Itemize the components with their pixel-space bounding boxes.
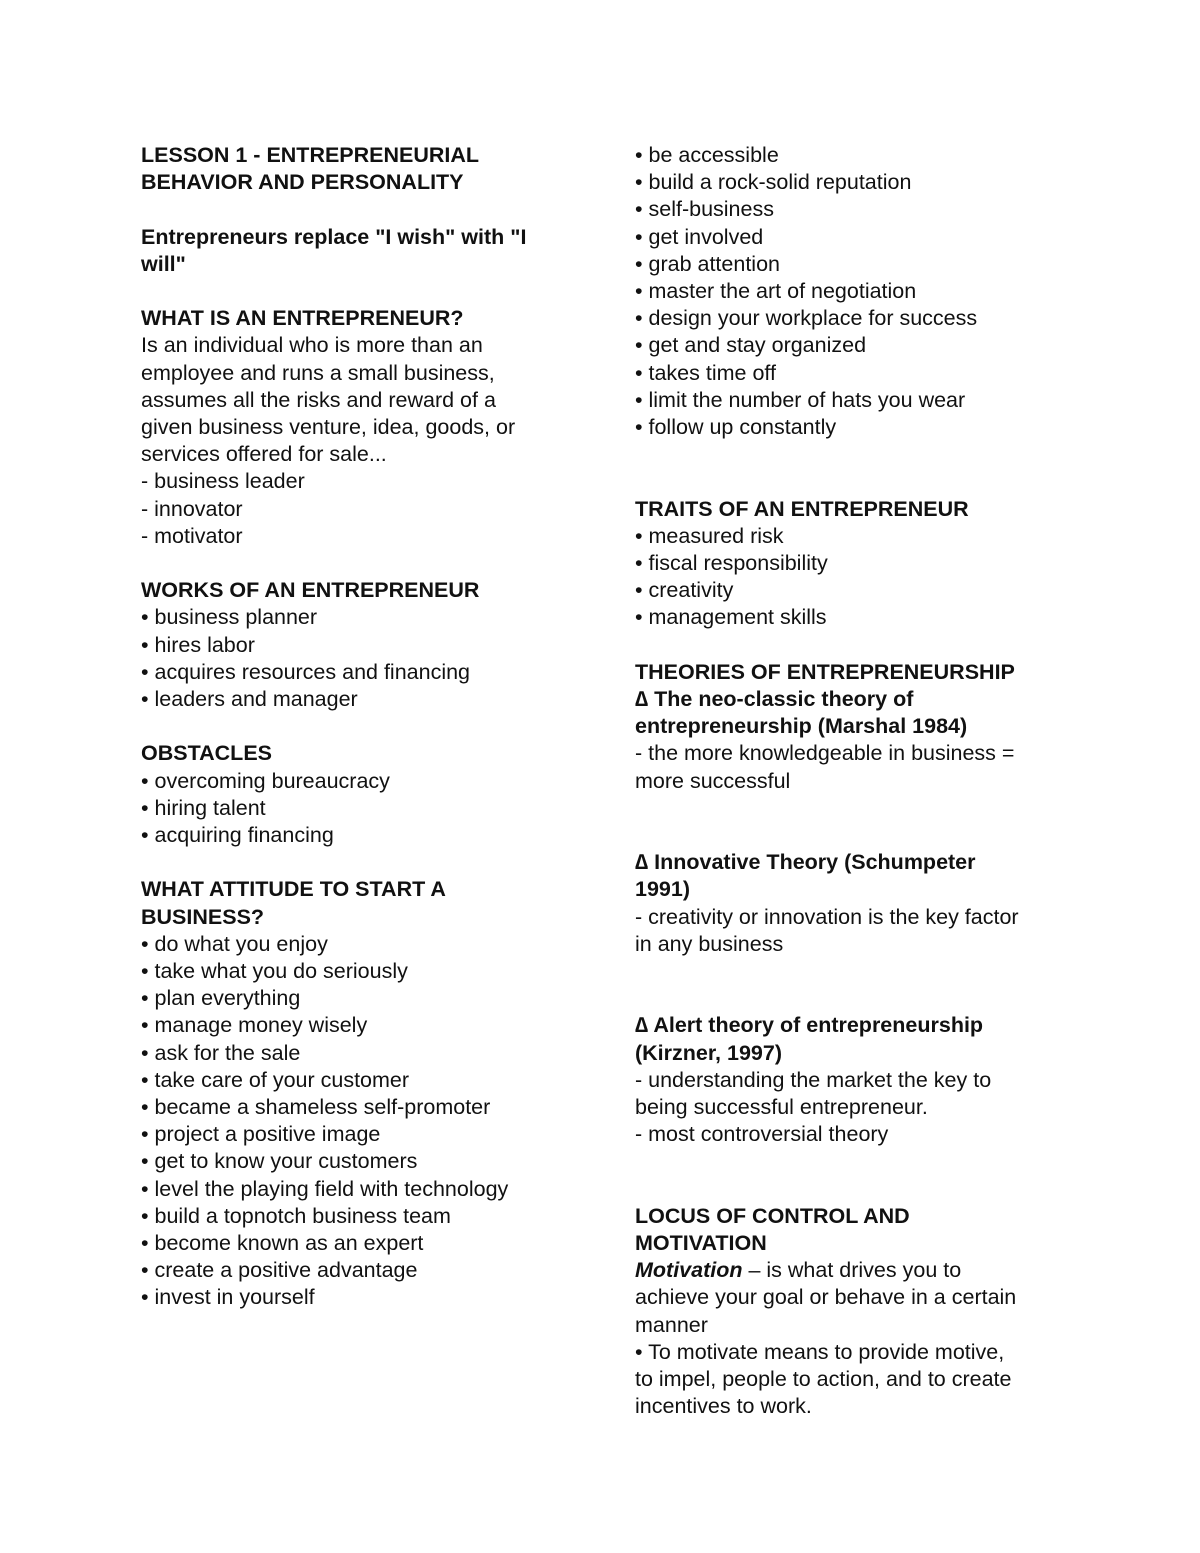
list-item: - business leader: [141, 469, 305, 494]
definition-line: Is an individual who is more than an: [141, 333, 483, 358]
list-item: • get involved: [635, 224, 764, 249]
list-item: • project a positive image: [141, 1122, 381, 1147]
list-item: - motivator: [141, 523, 243, 548]
list-item: • grab attention: [635, 251, 780, 276]
theory-description: being successful entrepreneur.: [635, 1095, 928, 1119]
section-heading-works: WORKS OF AN ENTREPRENEUR: [141, 578, 480, 603]
section-heading-theories: THEORIES OF ENTREPRENEURSHIP: [635, 659, 1015, 684]
theory-description: in any business: [635, 931, 784, 956]
theory-description: - most controversial theory: [635, 1122, 889, 1147]
section-heading-attitude: WHAT ATTITUDE TO START A: [141, 877, 446, 902]
theory-description: - creativity or innovation is the key factor: [635, 904, 1019, 929]
section-heading-traits: TRAITS OF AN ENTREPRENEUR: [635, 496, 969, 521]
theory-title: 1991): [635, 877, 690, 902]
theory-description: more successful: [635, 768, 791, 793]
lesson-title: LESSON 1 - ENTREPRENEURIAL: [141, 143, 480, 167]
motivation-definition: [635, 1257, 1075, 1284]
list-item: • self-business: [635, 197, 774, 222]
section-heading-obstacles: OBSTACLES: [141, 741, 272, 766]
list-item: • business planner: [141, 605, 318, 630]
list-item: • build a topnotch business team: [141, 1203, 451, 1228]
list-item: • become known as an expert: [141, 1231, 424, 1256]
list-item: • follow up constantly: [635, 415, 837, 440]
list-item: • To motivate means to provide motive,: [635, 1339, 1005, 1364]
list-item: • master the art of negotiation: [635, 279, 917, 304]
motivation-def-text: – is what drives you to: [742, 1258, 962, 1283]
list-item: • build a rock-solid reputation: [635, 170, 912, 195]
left-column: [141, 142, 581, 1312]
list-item: • be accessible: [635, 143, 779, 167]
theory-title: ∆ Alert theory of entrepreneurship: [635, 1013, 984, 1038]
list-item: • takes time off: [635, 360, 776, 385]
list-item: • design your workplace for success: [635, 306, 978, 331]
list-item: • invest in yourself: [141, 1285, 315, 1310]
theory-title: (Kirzner, 1997): [635, 1040, 782, 1065]
list-item: • overcoming bureaucracy: [141, 768, 390, 793]
theory-title: entrepreneurship (Marshal 1984): [635, 714, 968, 739]
right-column: [635, 142, 1075, 1420]
list-item: incentives to work.: [635, 1394, 812, 1419]
list-item: • management skills: [635, 605, 827, 630]
definition-line: services offered for sale...: [141, 442, 387, 467]
definition-line: assumes all the risks and reward of a: [141, 387, 496, 412]
list-item: • plan everything: [141, 986, 301, 1011]
list-item: • take what you do seriously: [141, 959, 408, 984]
list-item: • manage money wisely: [141, 1013, 368, 1038]
theory-description: - understanding the market the key to: [635, 1067, 992, 1092]
list-item: - innovator: [141, 496, 243, 521]
list-item: • fiscal responsibility: [635, 551, 828, 576]
list-item: • hires labor: [141, 632, 255, 657]
section-heading-locus: MOTIVATION: [635, 1230, 767, 1255]
motivation-def-line: achieve your goal or behave in a certain: [635, 1285, 1017, 1310]
lesson-title: BEHAVIOR AND PERSONALITY: [141, 170, 464, 195]
section-heading-locus: LOCUS OF CONTROL AND: [635, 1203, 910, 1228]
list-item: • measured risk: [635, 523, 784, 548]
theory-title: ∆ The neo-classic theory of: [635, 687, 914, 712]
list-item: • leaders and manager: [141, 687, 358, 712]
list-item: • get and stay organized: [635, 333, 867, 358]
section-heading-what-is: WHAT IS AN ENTREPRENEUR?: [141, 306, 464, 331]
list-item: • do what you enjoy: [141, 931, 328, 956]
theory-title: ∆ Innovative Theory (Schumpeter: [635, 850, 976, 875]
list-item: • create a positive advantage: [141, 1258, 418, 1283]
section-heading-attitude: BUSINESS?: [141, 904, 265, 929]
list-item: • limit the number of hats you wear: [635, 387, 966, 412]
list-item: • get to know your customers: [141, 1149, 418, 1174]
definition-line: employee and runs a small business,: [141, 360, 495, 385]
list-item: • acquiring financing: [141, 823, 334, 848]
list-item: • became a shameless self-promoter: [141, 1095, 491, 1120]
motivation-def-line: manner: [635, 1312, 708, 1337]
list-item: • hiring talent: [141, 795, 266, 820]
theory-description: - the more knowledgeable in business =: [635, 741, 1015, 766]
definition-line: given business venture, idea, goods, or: [141, 415, 516, 439]
list-item: to impel, people to action, and to create: [635, 1367, 1012, 1391]
quote: Entrepreneurs replace "I wish" with "I: [141, 224, 527, 249]
quote: will": [141, 251, 186, 276]
list-item: • level the playing field with technology: [141, 1176, 509, 1201]
list-item: • acquires resources and financing: [141, 659, 471, 684]
list-item: • ask for the sale: [141, 1040, 301, 1065]
list-item: • take care of your customer: [141, 1067, 410, 1092]
list-item: • creativity: [635, 578, 734, 603]
motivation-term: Motivation: [635, 1258, 743, 1283]
